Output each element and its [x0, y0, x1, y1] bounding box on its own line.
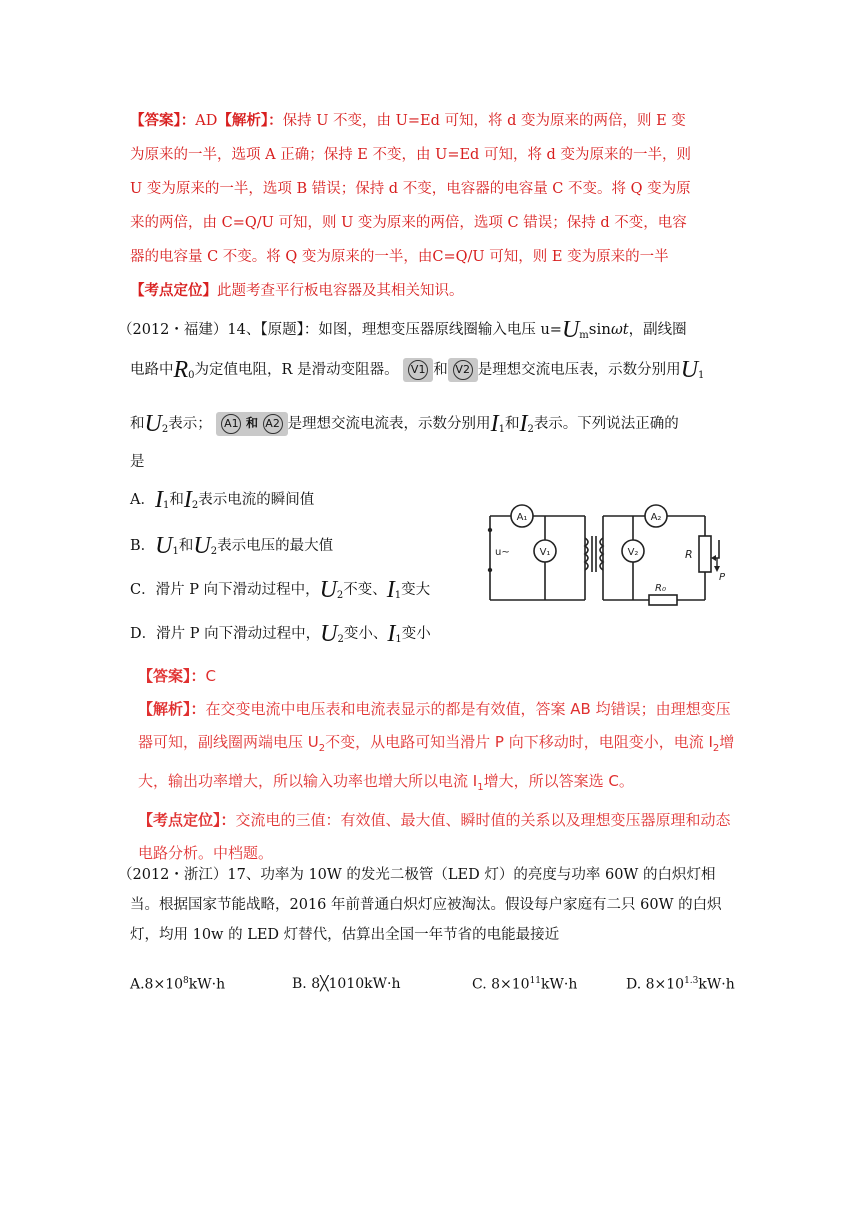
circuit-r-label: R	[685, 548, 693, 561]
q13-answer-line-2: 为原来的一半，选项 A 正确；保持 E 不变，由 U=Ed 可知，将 d 变为原来的一半，则	[130, 147, 691, 163]
q13-answer-line-3: U 变为原来的一半，选项 B 错误；保持 d 不变，电容器的电容量 C 不变。将 Q 变为原	[130, 181, 691, 197]
circuit-v1-label: V₁	[539, 547, 551, 558]
q17-line-1: （2012・浙江）17、功率为 10W 的发光二极管（LED 灯）的亮度与功率 60W 的白炽灯相	[118, 867, 716, 883]
q17-line-3: 灯，均用 10w 的 LED 灯替代，估算出全国一年节省的电能最接近	[130, 927, 560, 943]
q14-line-1: （2012・福建）14、【原题】：如图，理想变压器原线圈输入电压 $u=U_m\sin\omega t$，副线圈	[118, 317, 687, 343]
q14-option-a: A．$I_1$和$I_2$表示电流的瞬间值	[130, 487, 315, 513]
q17-line-2: 当。根据国家节能战略，2016 年前普通白炽灯应被淘汰。假设每户家庭有二只 60W 的白炽	[130, 897, 722, 913]
q14-option-b: B．$U_1$和$U_2$表示电压的最大值	[130, 533, 334, 559]
transformer-circuit-diagram	[485, 500, 725, 610]
q17	[118, 860, 748, 950]
q14-line-3: 和$U_2$表示； A1 和 A2 是理想交流电流表，示数分别用$I_1$和$I_2$表示。下列说法正确的	[130, 411, 679, 437]
q14-answer-line-3: 器可知，副线圈两端电压 $U_2$不变，从电路可知当滑片 P 向下移动时，电阻变小，电流 $I_2$增	[138, 733, 735, 754]
q17-option-c: C. $8\times 10^{11}kW\cdot h$	[472, 976, 578, 993]
q17-option-a: $A.8\times 10^8kW\cdot h$	[130, 976, 226, 993]
circuit-v2-label: V₂	[627, 547, 639, 558]
q14-answer-line-1: 【答案】：C	[138, 667, 216, 685]
voltmeter-v1-icon: V1	[403, 358, 433, 382]
q14-answer-line-2: 【解析】：在交变电流中电压表和电流表显示的都是有效值，答案 AB 均错误；由理想变压	[138, 700, 731, 718]
circuit-a1-label: A₁	[516, 512, 528, 523]
circuit-u-label: u~	[495, 547, 510, 558]
q13-answer	[130, 104, 740, 308]
q14-option-c: C．滑片 P 向下滑动过程中，$U_2$不变、$I_1$变大	[130, 577, 431, 603]
q14-answer	[138, 660, 748, 870]
q13-answer-line-5: 器的电容量 C 不变。将 Q 变为原来的一半，由C=Q/U 可知，则 E 变为原来的一半	[130, 249, 669, 265]
q17-option-d: D. $8\times 10^{1.3}kW\cdot h$	[626, 976, 735, 993]
q14-answer-line-5: 【考点定位】：交流电的三值：有效值、最大值、瞬时值的关系以及理想变压器原理和动态	[138, 811, 731, 829]
q14-answer-line-4: 大，输出功率增大，所以输入功率也增大所以电流 $I_1$增大，所以答案选 C。	[138, 772, 634, 793]
ammeter-a1-a2-icon: A1 和 A2	[216, 412, 287, 436]
q13-answer-line-1: 【答案】：AD【解析】：保持 U 不变，由 U=Ed 可知，将 d 变为原来的两倍，则 E 变	[130, 112, 686, 129]
circuit-r0-label: R₀	[655, 583, 666, 594]
q14-line-4: 是	[130, 454, 145, 470]
q13-answer-line-4: 来的两倍，由 C=Q/U 可知，则 U 变为原来的两倍，选项 C 错误；保持 d 不变，电容	[130, 215, 687, 231]
q14-option-d: D．滑片 P 向下滑动过程中，$U_2$变小、$I_1$变小	[130, 621, 431, 647]
q14-answer-line-6: 电路分析。中档题。	[138, 844, 274, 862]
q13-answer-line-6: 【考点定位】此题考查平行板电容器及其相关知识。	[130, 282, 464, 299]
voltmeter-v2-icon: V2	[448, 358, 478, 382]
circuit-p-label: P	[719, 572, 725, 583]
q17-option-b: B. 8╳1010kW·h	[292, 976, 401, 992]
circuit-a2-label: A₂	[650, 512, 662, 523]
q14-line-2: 电路中$R_0$为定值电阻，R 是滑动变阻器。 V1 和 V2 是理想交流电压表，示数分别用$U_1$	[130, 357, 705, 383]
